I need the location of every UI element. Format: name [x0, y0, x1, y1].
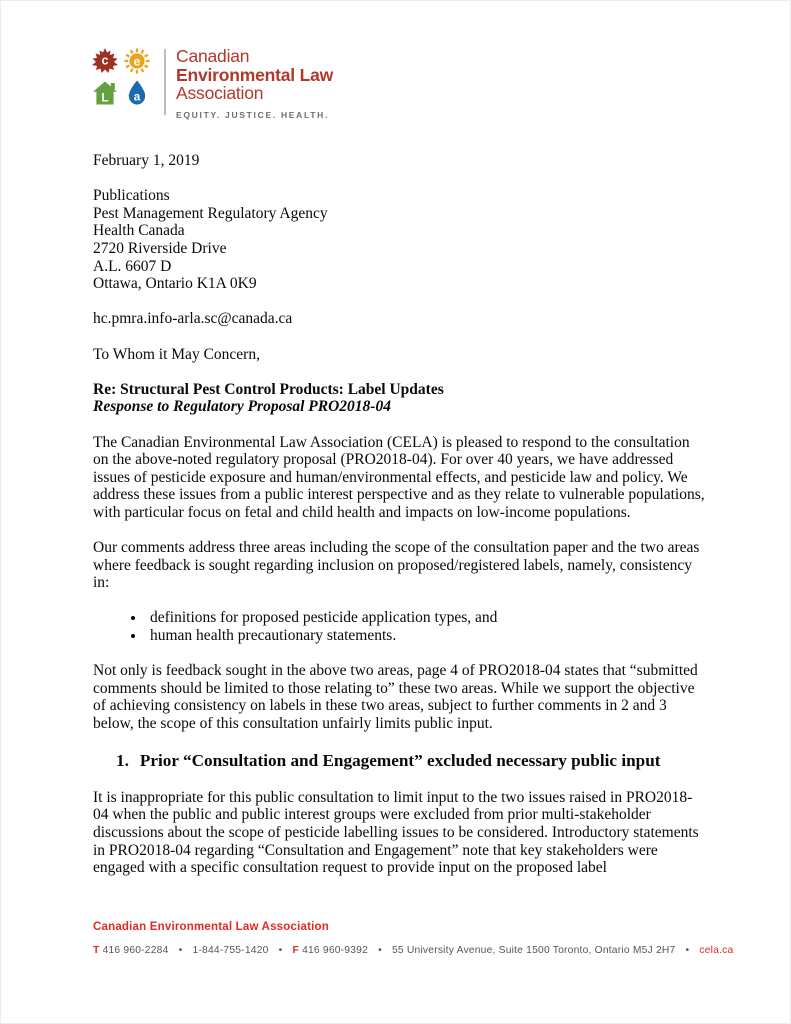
house-icon — [91, 79, 119, 107]
bullet-list — [93, 609, 706, 644]
tel-label: T — [93, 944, 100, 956]
subject-re-line: Re: Structural Pest Control Products: Label Updates — [93, 380, 444, 398]
subject-response-line: Response to Regulatory Proposal PRO2018-04 — [93, 398, 391, 416]
office-address: 55 University Avenue, Suite 1500 Toronto, Ontario M5J 2H7 — [391, 944, 676, 956]
footer-contact-line — [93, 942, 733, 960]
logo-divider — [164, 49, 166, 115]
sun-letter: e — [133, 54, 141, 69]
org-name-line: Canadian — [176, 46, 250, 66]
fax-number: 416 960-9392 — [302, 944, 369, 956]
tollfree-number: 1-844-755-1420 — [192, 944, 269, 956]
cela-logo — [91, 47, 151, 107]
drop-letter: a — [133, 89, 141, 104]
recipient-line: A.L. 6607 D — [93, 257, 172, 275]
recipient-line: Pest Management Regulatory Agency — [93, 204, 328, 222]
section-heading-1 — [93, 750, 706, 771]
bullet-item: • human health precautionary statements. — [146, 627, 706, 645]
salutation: To Whom it May Concern, — [93, 345, 260, 363]
dot-separator: • — [278, 944, 283, 956]
letter-date: February 1, 2019 — [93, 152, 200, 169]
house-letter: L — [101, 90, 109, 105]
recipient-line: Health Canada — [93, 222, 185, 240]
tel-number: 416 960-2284 — [102, 944, 169, 956]
recipient-line: Ottawa, Ontario K1A 0K9 — [93, 275, 257, 293]
org-wordmark — [176, 47, 333, 124]
bullet-item: • definitions for proposed pesticide application types, and — [146, 609, 706, 627]
section-number: 1. — [116, 751, 129, 771]
subject-block — [93, 381, 706, 416]
dot-separator: • — [685, 944, 690, 956]
org-tagline: EQUITY. JUSTICE. HEALTH. — [176, 109, 330, 120]
paragraph-comments-scope: Our comments address three areas including the scope of the consultation paper and the two areas where feedback is sought regarding inclusion on proposed/registered labels, namely, consistency in: — [93, 539, 700, 592]
paragraph-feedback-limits: Not only is feedback sought in the above two areas, page 4 of PRO2018-04 states that “submitted comments should be limited to those relating to” these two areas. While we support the objective of achieving consistency on labels in these two areas, subject to further comments in 2 and 3 below, the scope of this consultation unfairly limits public input. — [93, 662, 698, 732]
section-title: Prior “Consultation and Engagement” excluded necessary public input — [139, 751, 661, 771]
recipient-line: Publications — [93, 187, 170, 205]
dot-separator: • — [378, 944, 382, 956]
leaf-letter: c — [101, 53, 109, 68]
recipient-email — [93, 310, 706, 328]
sun-icon — [123, 47, 151, 75]
website-link[interactable]: cela.ca — [699, 944, 734, 956]
paragraph-inappropriate-limit: It is inappropriate for this public consultation to limit input to the two issues raised in PRO2018-04 when the public and public interest groups were excluded from prior multi-stakeholder discussions about the scope of pesticide labelling issues to be considered. Introductory statements in PRO2018-04 regarding “Consultation and Engagement” note that key stakeholders were engaged with a specific consultation request to provide input on the proposed label — [93, 788, 699, 877]
letterhead — [91, 47, 333, 124]
paragraph-intro: The Canadian Environmental Law Association (CELA) is pleased to respond to the consultation on the above-noted regulatory proposal (PRO2018-04). For over 40 years, we have addressed issues of pesticide exposure and human/environmental effects, and pesticide law and policy. We address these issues from a public interest perspective and as they relate to vulnerable populations, with particular focus on fetal and child health and impacts on low-income populations. — [93, 433, 705, 521]
email-address[interactable]: hc.pmra.info-arla.sc@canada.ca — [93, 310, 293, 328]
maple-leaf-icon — [91, 47, 119, 75]
page-footer — [93, 919, 733, 959]
org-name-line: Environmental Law — [176, 64, 334, 85]
recipient-line: 2720 Riverside Drive — [93, 239, 227, 257]
water-drop-icon — [123, 79, 151, 107]
org-name-line: Association — [176, 83, 264, 103]
recipient-address-block — [93, 187, 706, 293]
dot-separator: • — [178, 944, 183, 956]
footer-org-name: Canadian Environmental Law Association — [93, 921, 329, 933]
fax-label: F — [292, 944, 299, 956]
letter-body — [93, 152, 706, 894]
